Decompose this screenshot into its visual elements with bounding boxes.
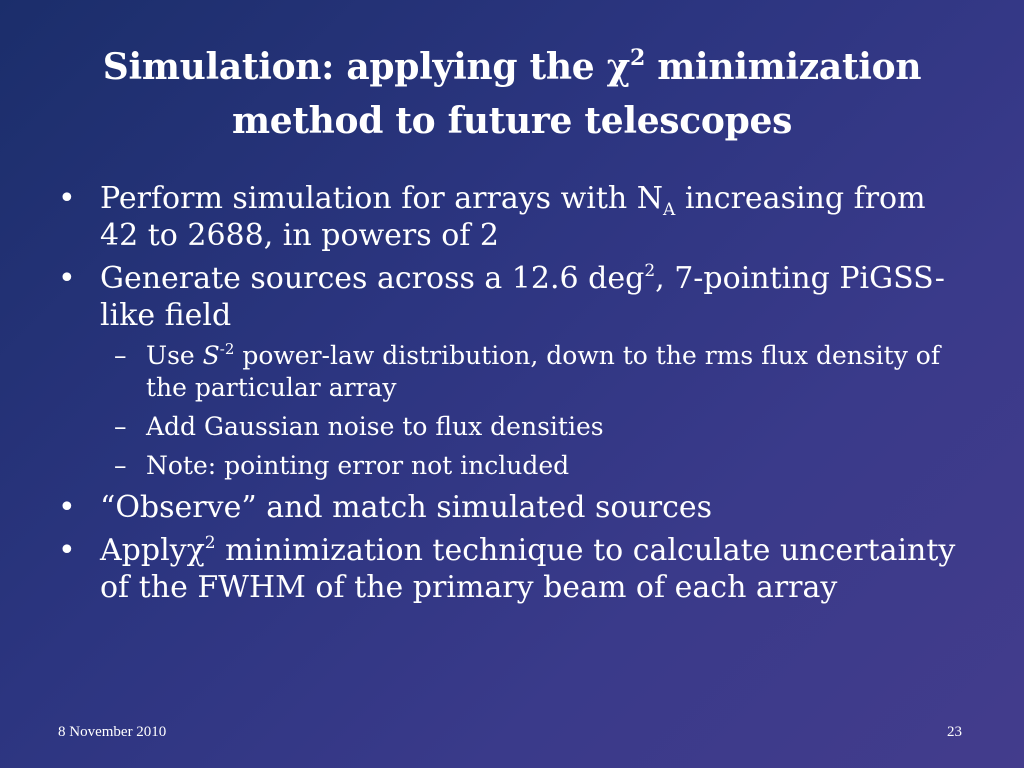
bullet-subscript: A — [663, 200, 676, 220]
bullet-marker: • — [58, 490, 76, 525]
title-line1-post: minimization — [644, 46, 922, 88]
bullet-text-post: , 7-pointing PiGSS-like field — [100, 261, 945, 333]
bullet-text: “Observe” and match simulated sources — [100, 490, 713, 525]
bullet-list — [58, 180, 958, 612]
sub-bullet-text: Add Gaussian noise to flux densities — [146, 412, 604, 441]
bullet-marker: • — [58, 261, 76, 296]
sub-bullet-marker: – — [114, 451, 127, 480]
bullet-item — [58, 532, 958, 606]
bullet-item — [58, 260, 958, 334]
bullet-superscript: 2 — [644, 261, 656, 281]
bullet-text-post: minimization technique to calculate uncertainty of the FWHM of the primary beam of each array — [100, 533, 956, 605]
bullet-item — [58, 489, 958, 526]
sub-bullet-marker: – — [114, 341, 127, 370]
bullet-marker: • — [58, 181, 76, 216]
footer-date: 8 November 2010 — [58, 724, 167, 740]
sub-bullet-item — [58, 340, 958, 404]
sub-bullet-text-post: power-law distribution, down to the rms flux density of the particular array — [146, 341, 941, 402]
bullet-text-post: increasing from 42 to 2688, in powers of 2 — [100, 181, 926, 253]
bullet-text-pre: Perform simulation for arrays with N — [100, 181, 664, 216]
sub-bullet-item — [58, 411, 958, 443]
bullet-item — [58, 180, 958, 254]
bullet-text-pre: Applyχ — [100, 533, 205, 568]
title-chi-exponent: 2 — [629, 45, 645, 71]
title-line1-pre: Simulation: applying the χ — [102, 46, 630, 88]
footer-page-number: 23 — [947, 724, 962, 740]
bullet-text-pre: Generate sources across a 12.6 deg — [100, 261, 645, 296]
bullet-marker: • — [58, 533, 76, 568]
sub-bullet-superscript: -2 — [219, 340, 235, 358]
slide-title — [40, 40, 984, 148]
sub-bullet-italic: S — [202, 341, 220, 370]
sub-bullet-text: Note: pointing error not included — [146, 451, 570, 480]
sub-bullet-marker: – — [114, 412, 127, 441]
sub-bullet-text-pre: Use — [146, 341, 203, 370]
bullet-superscript: 2 — [204, 533, 216, 553]
title-line2: method to future telescopes — [231, 100, 793, 142]
sub-bullet-item — [58, 450, 958, 482]
